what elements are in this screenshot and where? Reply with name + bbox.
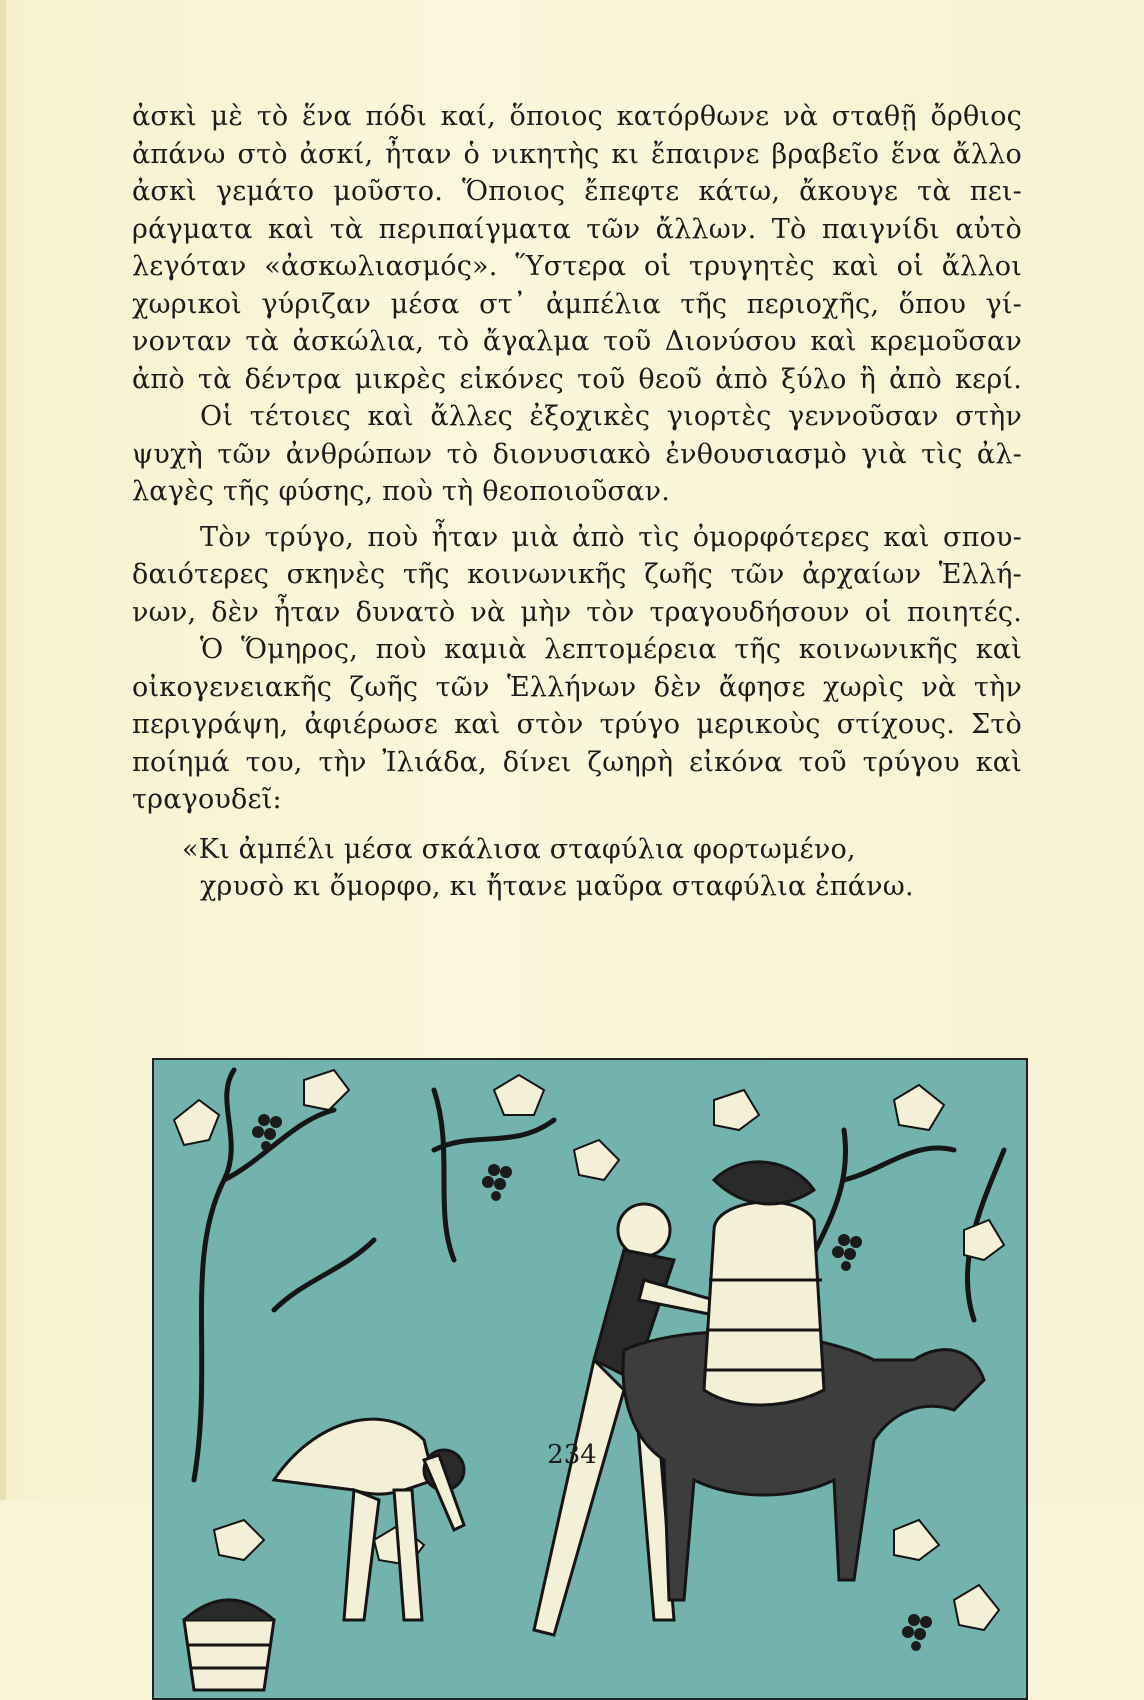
paragraph-1 [132, 98, 1022, 398]
paragraph-3 [132, 519, 1022, 819]
text-line: νων, δὲν ἦταν δυνατὸ νὰ μὴν τὸν τραγουδήσουν οἱ ποιητές. [132, 596, 1022, 628]
text-line: νονταν τὰ ἀσκώλια, τὸ ἄγαλμα τοῦ Διονύσου καὶ κρεμοῦσαν [132, 326, 1022, 357]
text-line: ἀπάνω στὸ ἀσκί, ἦταν ὁ νικητὴς κι ἔπαιρνε βραβεῖο ἕνα ἄλλο [132, 138, 1022, 170]
text-line: ἀπὸ τὰ δέντρα μικρὲς εἰκόνες τοῦ θεοῦ ἀπὸ ξύλο ἢ ἀπὸ κερί. [132, 363, 1022, 395]
quote-line: χρυσὸ κι ὄμορφο, κι ἤτανε μαῦρα σταφύλια ἐπάνω. [200, 871, 914, 902]
paragraph-2 [132, 398, 1022, 511]
illustration-drawing [154, 1060, 1026, 1698]
text-line: οἰκογενειακῆς ζωῆς τῶν Ἑλλήνων δὲν ἄφησε χωρὶς νὰ τὴν [132, 671, 1022, 703]
text-line: Τὸν τρύγο, ποὺ ἦταν μιὰ ἀπὸ τὶς ὀμορφότερες καὶ σπου- [200, 521, 1022, 553]
text-line: τραγουδεῖ: [132, 784, 282, 815]
text-line: λεγόταν «ἀσκωλιασμός». Ὕστερα οἱ τρυγητὲς καὶ οἱ ἄλλοι [132, 251, 1022, 282]
text-line: Οἱ τέτοιες καὶ ἄλλες ἐξοχικὲς γιορτὲς γεννοῦσαν στὴν [200, 401, 1022, 432]
text-line: δαιότερες σκηνὲς τῆς κοινωνικῆς ζωῆς τῶν ἀρχαίων Ἑλλή- [132, 559, 1022, 590]
grape-harvest-illustration [152, 1058, 1028, 1700]
text-line: Ὁ Ὅμηρος, ποὺ καμιὰ λεπτομέρεια τῆς κοινωνικῆς καὶ [200, 634, 1022, 665]
quote-block [132, 831, 1022, 906]
text-line: ψυχὴ τῶν ἀνθρώπων τὸ διονυσιακὸ ἐνθουσιασμὸ γιὰ τὶς ἀλ- [132, 438, 1022, 470]
page-edge [0, 0, 6, 1500]
text-line: ποίημά του, τὴν Ἰλιάδα, δίνει ζωηρὴ εἰκόνα τοῦ τρύγου καὶ [132, 746, 1022, 778]
page-number: 234 [547, 1440, 597, 1470]
body-text [132, 98, 1022, 906]
quote-line: «Κι ἀμπέλι μέσα σκάλισα σταφύλια φορτωμένο, [182, 833, 856, 865]
text-line: χωρικοὶ γύριζαν μέσα στ᾽ ἀμπέλια τῆς περιοχῆς, ὅπου γί- [132, 288, 1022, 320]
text-line: λαγὲς τῆς φύσης, ποὺ τὴ θεοποιοῦσαν. [132, 476, 671, 507]
text-line: περιγράψη, ἀφιέρωσε καὶ στὸν τρύγο μερικοὺς στίχους. Στὸ [132, 709, 1022, 740]
text-line: ἀσκὶ μὲ τὸ ἕνα πόδι καί, ὅποιος κατόρθωνε νὰ σταθῇ ὄρθιος [132, 101, 1022, 132]
text-line: ράγματα καὶ τὰ περιπαίγματα τῶν ἄλλων. Τὸ παιγνίδι αὐτὸ [132, 213, 1022, 245]
text-line: ἀσκὶ γεμάτο μοῦστο. Ὅποιος ἔπεφτε κάτω, ἄκουγε τὰ πει- [132, 176, 1022, 207]
